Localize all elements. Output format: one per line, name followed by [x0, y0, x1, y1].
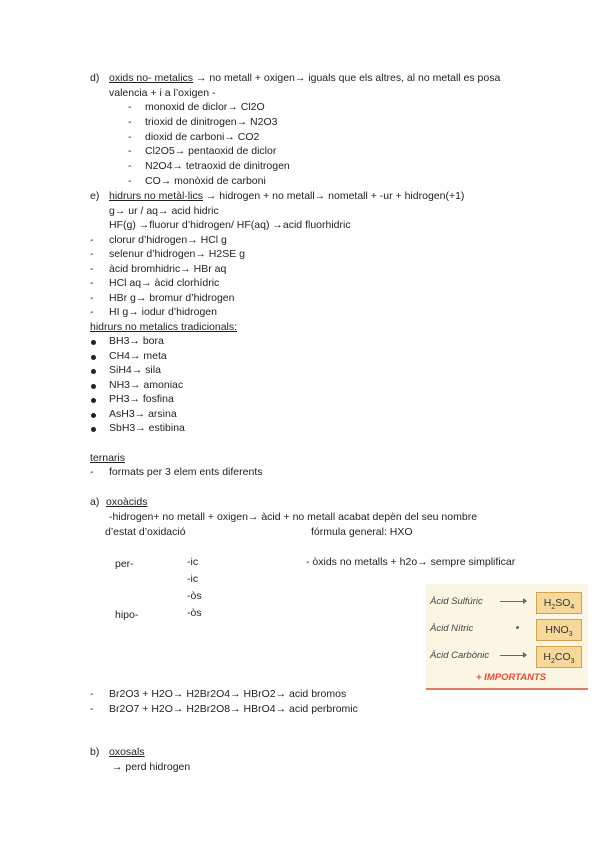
traditional-hydrides-title: hidrurs no metalics tradicionals:	[90, 321, 238, 333]
section-e-heading	[109, 190, 464, 203]
bullet	[91, 398, 96, 403]
bullet	[91, 369, 96, 374]
dash: -	[90, 703, 94, 715]
list-item: CO→ monòxid de carboni	[145, 175, 266, 187]
section-e-title: hidrurs no metàl·lics	[109, 190, 203, 202]
acid-row	[430, 619, 584, 641]
dash: -	[90, 688, 94, 700]
bullet	[91, 413, 96, 418]
section-a-title: oxoàcids	[106, 496, 148, 508]
list-item: dioxid de carboni→ CO2	[145, 131, 260, 143]
acid-formula: $H_2SO_4$	[536, 592, 582, 614]
importants-label: + IMPORTANTS	[476, 672, 547, 683]
list-item: HCl aq→ àcid clorhídric	[109, 277, 220, 289]
section-d-rest: → no metall + oxigen→ iguals que els altres, al no metall es posa	[193, 72, 501, 84]
prefix-per: per-	[115, 558, 134, 570]
list-item: NH3→ amoniac	[109, 379, 184, 391]
section-d-heading	[109, 72, 500, 85]
suffix: -ic	[187, 556, 199, 568]
acid-name: Àcid Carbònic	[430, 650, 490, 661]
dash: -	[128, 175, 132, 187]
list-item: BH3→ bora	[109, 335, 164, 347]
list-item: SbH3→ estibina	[109, 422, 185, 434]
list-item: HI g→ iodur d’hidrogen	[109, 306, 217, 318]
list-item: àcid bromhidric→ HBr aq	[109, 263, 227, 275]
section-e-rest: → hidrogen + no metall→ nometall + -ur + hidrogen(+1)	[202, 190, 465, 202]
dot-icon	[516, 626, 519, 629]
dash: -	[90, 306, 94, 318]
acid-name: Àcid Sulfúric	[430, 596, 483, 607]
section-a-line2: d’estat d’oxidació	[105, 526, 186, 538]
dash: -	[128, 160, 132, 172]
list-item: Cl2O5→ pentaoxid de diclor	[145, 145, 277, 157]
dash: -	[128, 116, 132, 128]
section-d-title: oxids no- metalics	[109, 72, 194, 84]
section-e-marker: e)	[90, 190, 100, 202]
list-item: HBr g→ bromur d’hidrogen	[109, 292, 235, 304]
list-item: CH4→ meta	[109, 350, 167, 362]
reaction: Br2O7 + H2O→ H2Br2O8→ HBrO4→ acid perbromic	[109, 703, 358, 715]
acid-row	[430, 592, 584, 614]
arrow-icon	[500, 655, 524, 656]
dash: -	[90, 248, 94, 260]
general-formula: fórmula general: HXO	[311, 526, 413, 538]
list-item: clorur d’hidrogen→ HCl g	[109, 234, 227, 246]
section-a-marker: a)	[90, 496, 100, 508]
section-b-line: → perd hidrogen	[112, 761, 191, 773]
dash: -	[90, 234, 94, 246]
section-d-marker: d)	[90, 72, 100, 84]
arrow-icon	[500, 601, 524, 602]
dash: -	[90, 263, 94, 275]
bullet	[91, 427, 96, 432]
dash: -	[90, 277, 94, 289]
bullet	[91, 340, 96, 345]
section-b-marker: b)	[90, 746, 100, 758]
list-item: N2O4→ tetraoxid de dinitrogen	[145, 160, 290, 172]
list-item: AsH3→ arsina	[109, 408, 177, 420]
dash: -	[90, 292, 94, 304]
acid-row	[430, 646, 584, 668]
bullet	[91, 384, 96, 389]
prefix-hipo: hipo-	[115, 609, 139, 621]
list-item: monoxid de diclor→ Cl2O	[145, 101, 265, 113]
section-b-title: oxosals	[109, 746, 145, 758]
list-item: SiH4→ sila	[109, 364, 161, 376]
section-e-line3: HF(g) →fluorur d’hidrogen/ HF(aq) →acid fluorhidric	[109, 219, 351, 231]
section-d-line2: valencia + i a l’oxigen -	[109, 87, 216, 99]
section-a-line1: -hidrogen+ no metall + oxigen→ àcid + no metall acabat depèn del seu nombre	[109, 511, 478, 523]
dash: -	[90, 466, 94, 478]
dash: -	[128, 145, 132, 157]
acid-formula: $H_2CO_3$	[536, 646, 582, 668]
important-acids-card	[426, 584, 588, 690]
suffix: -ic	[187, 573, 199, 585]
ternaris-title: ternaris	[90, 452, 126, 464]
dash: -	[128, 131, 132, 143]
dash: -	[128, 101, 132, 113]
list-item: selenur d’hidrogen→ H2SE g	[109, 248, 245, 260]
bullet	[91, 355, 96, 360]
ternaris-item: formats per 3 elem ents diferents	[109, 466, 263, 478]
suffix: -òs	[187, 590, 202, 602]
reaction: Br2O3 + H2O→ H2Br2O4→ HBrO2→ acid bromos	[109, 688, 347, 700]
list-item: trioxid de dinitrogen→ N2O3	[145, 116, 278, 128]
section-e-line2: g→ ur / aq→ acid hidric	[109, 205, 219, 217]
acid-formula: $HNO_3$	[536, 619, 582, 641]
oxide-note: - òxids no metalls + h2o→ sempre simplificar	[306, 556, 516, 568]
list-item: PH3→ fosfina	[109, 393, 174, 405]
acid-name: Àcid Nítric	[430, 623, 474, 634]
suffix: -òs	[187, 607, 202, 619]
